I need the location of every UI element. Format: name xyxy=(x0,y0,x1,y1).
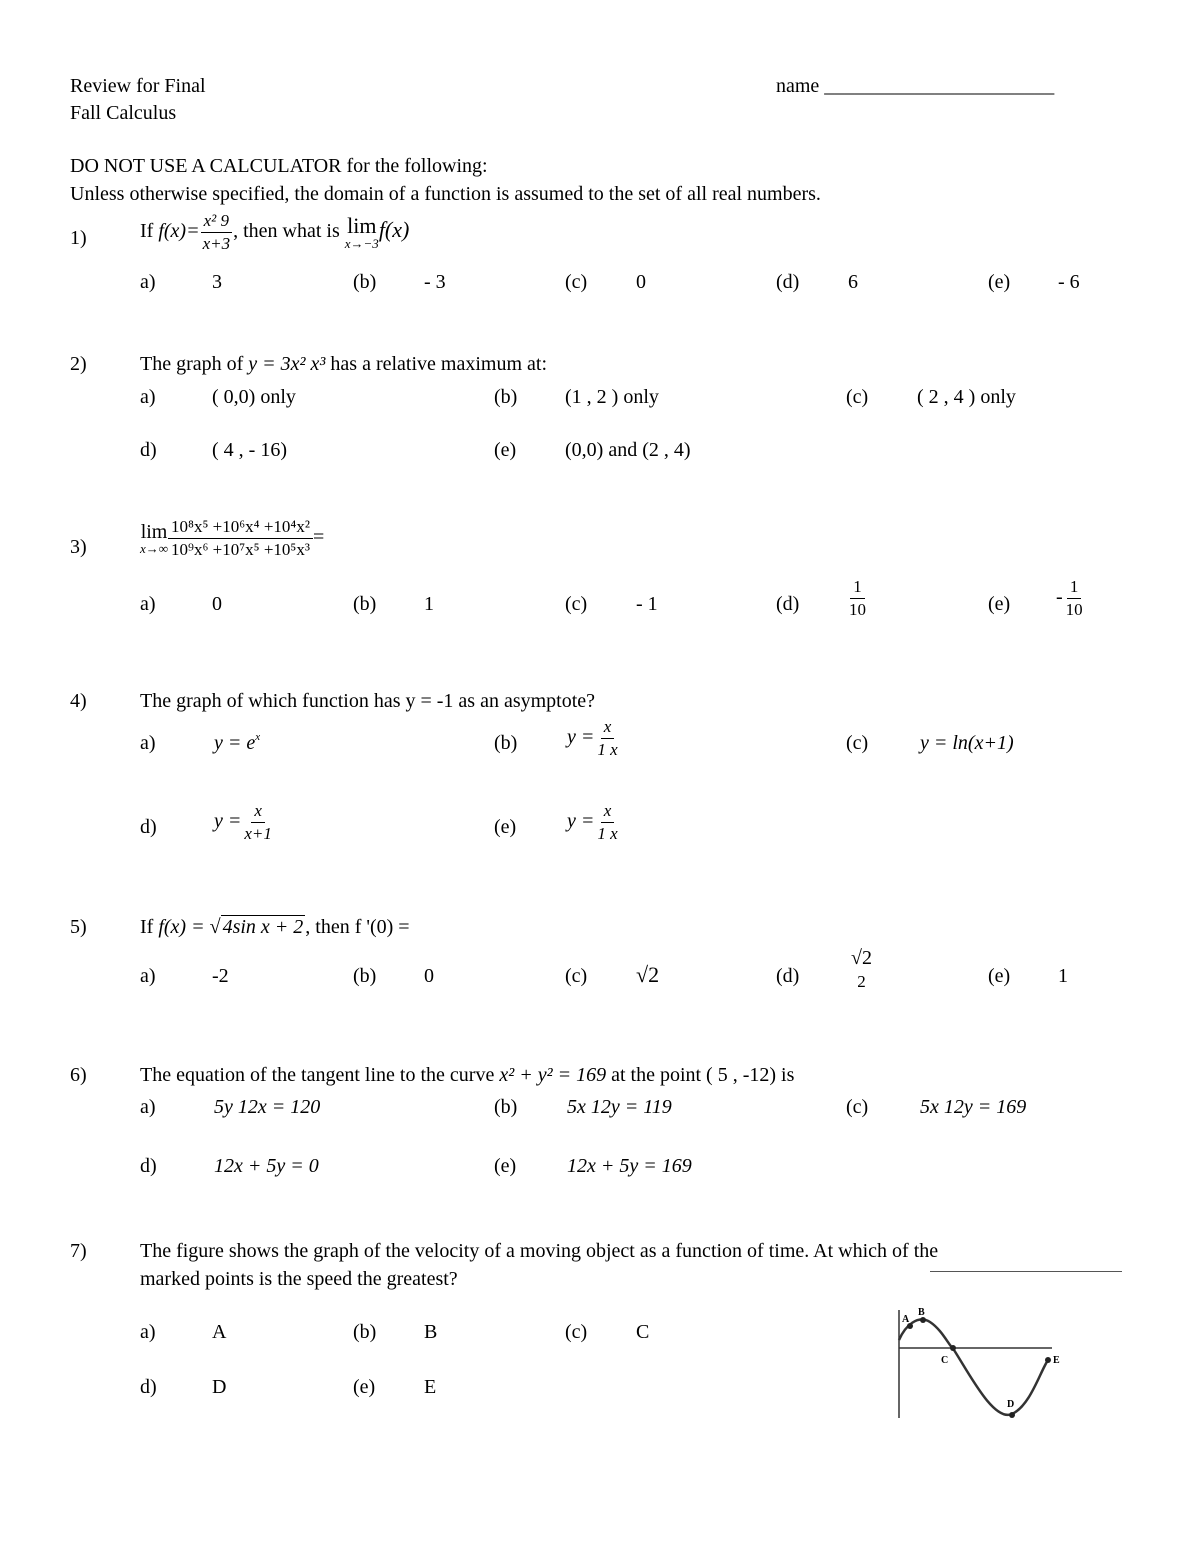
q6-opt-e-value: 12x + 5y = 169 xyxy=(567,1155,692,1177)
q3-opt-e-sign: - xyxy=(1056,585,1063,608)
q4-opt-a-value xyxy=(214,733,260,753)
q6-stem xyxy=(140,1065,794,1085)
q1-limit xyxy=(344,212,379,251)
q1-numerator: x² 9 xyxy=(201,212,232,233)
q6-opt-e-label[interactable]: (e) xyxy=(494,1155,517,1177)
q5-opt-b-label[interactable]: (b) xyxy=(353,965,377,987)
q6-number: 6) xyxy=(70,1064,87,1086)
q1-number: 1) xyxy=(70,227,87,249)
q1-f: f(x)= xyxy=(158,219,200,242)
q7-stem-line1: The figure shows the graph of the velocity of a moving object as a function of time. At which of the xyxy=(140,1240,939,1262)
q1-prefix: If xyxy=(140,219,154,242)
q7-opt-a-value: A xyxy=(212,1321,227,1343)
q1-opt-c-label[interactable]: (c) xyxy=(565,271,588,293)
q6-opt-b-value: 5x 12y = 119 xyxy=(567,1096,672,1118)
label-c: C xyxy=(941,1355,949,1366)
q3-fraction xyxy=(168,518,313,559)
q5-opt-c-value: √2 xyxy=(636,962,660,987)
q3-opt-b-value: 1 xyxy=(424,593,434,615)
point-c xyxy=(950,1345,956,1351)
q5-stem: If f(x) = √ 4sin x + 2 , then f '(0) = xyxy=(140,916,410,938)
q1-opt-c-value: 0 xyxy=(636,271,646,293)
q5-opt-a-value: -2 xyxy=(212,965,229,987)
q3-denominator: 10⁹x⁶ +10⁷x⁵ +10⁵x³ xyxy=(171,539,310,559)
q3-opt-a-label[interactable]: a) xyxy=(140,593,156,615)
q6-opt-b-label[interactable]: (b) xyxy=(494,1096,518,1118)
q4-opt-e-num: x xyxy=(601,802,615,823)
q1-lim-sub: x→−3 xyxy=(344,235,379,251)
q3-opt-c-label[interactable]: (c) xyxy=(565,593,588,615)
q3-numerator: 10⁸x⁵ +10⁶x⁴ +10⁴x² xyxy=(168,518,313,539)
q4-opt-d-num: x xyxy=(251,802,265,823)
q2-opt-d-value: ( 4 , - 16) xyxy=(212,439,287,461)
q4-opt-a-exponent: x xyxy=(255,731,261,743)
q2-expr: y = 3x² x³ xyxy=(248,353,326,375)
q7-opt-b-value: B xyxy=(424,1321,438,1343)
q4-opt-b-lhs: y = xyxy=(567,725,595,748)
q2-prefix: The graph of xyxy=(140,353,244,375)
q5-f: f(x) = xyxy=(158,916,205,938)
point-d xyxy=(1009,1412,1015,1418)
q3-equals: = xyxy=(312,525,325,548)
q6-opt-d-label[interactable]: d) xyxy=(140,1155,157,1177)
q2-opt-e-value: (0,0) and (2 , 4) xyxy=(565,439,691,461)
q3-opt-d-label[interactable]: (d) xyxy=(776,593,800,615)
q7-opt-e-value: E xyxy=(424,1376,437,1398)
velocity-graph xyxy=(890,1300,1070,1425)
q3-opt-a-value: 0 xyxy=(212,593,222,615)
q2-opt-e-label[interactable]: (e) xyxy=(494,439,517,461)
q7-opt-c-value: C xyxy=(636,1321,650,1343)
instruction-calculator: DO NOT USE A CALCULATOR for the following: xyxy=(70,155,488,177)
q3-opt-e-num: 1 xyxy=(1067,578,1082,599)
q5-prefix: If xyxy=(140,916,154,938)
q2-opt-a-value: ( 0,0) only xyxy=(212,386,296,408)
q2-opt-b-label[interactable]: (b) xyxy=(494,386,518,408)
q6-opt-d-value: 12x + 5y = 0 xyxy=(214,1155,319,1177)
q5-radicand: 4sin x + 2 xyxy=(222,916,304,938)
q2-opt-b-value: (1 , 2 ) only xyxy=(565,386,659,408)
q3-opt-d-num: 1 xyxy=(850,578,865,599)
q3-opt-c-value: - 1 xyxy=(636,593,658,615)
point-e xyxy=(1045,1357,1051,1363)
label-b: B xyxy=(918,1307,925,1318)
q5-opt-d-den: 2 xyxy=(857,972,866,991)
q6-opt-c-label[interactable]: (c) xyxy=(846,1096,869,1118)
q3-number: 3) xyxy=(70,536,87,558)
q4-opt-d-lhs: y = xyxy=(214,809,242,832)
q5-opt-d-num: √2 xyxy=(851,947,872,969)
q5-suffix: , then f '(0) = xyxy=(305,916,410,938)
q1-mid: , then what is xyxy=(233,219,340,242)
velocity-curve xyxy=(899,1319,1048,1414)
q1-stem xyxy=(140,212,409,253)
q1-opt-a-label[interactable]: a) xyxy=(140,271,156,293)
q3-limit xyxy=(140,522,168,555)
q1-opt-b-value: - 3 xyxy=(424,271,446,293)
q4-number: 4) xyxy=(70,690,87,712)
q1-opt-a-value: 3 xyxy=(212,271,222,293)
q4-opt-a-expr: y = e xyxy=(214,732,256,754)
q4-opt-b-label[interactable]: (b) xyxy=(494,732,518,754)
q4-opt-e-den: 1 x xyxy=(597,823,618,843)
q6-prefix: The equation of the tangent line to the curve xyxy=(140,1064,495,1086)
q4-opt-d-value xyxy=(214,802,275,843)
divider-line xyxy=(930,1271,1122,1272)
q2-opt-d-label[interactable]: d) xyxy=(140,439,157,461)
q1-opt-e-label[interactable]: (e) xyxy=(988,271,1011,293)
label-e: E xyxy=(1053,1355,1060,1366)
q4-opt-e-label[interactable]: (e) xyxy=(494,816,517,838)
q2-stem xyxy=(140,354,547,374)
q2-opt-a-label[interactable]: a) xyxy=(140,386,156,408)
q4-opt-d-den: x+1 xyxy=(244,823,272,843)
q7-opt-d-label[interactable]: d) xyxy=(140,1376,157,1398)
q5-opt-e-value: 1 xyxy=(1058,965,1068,987)
q5-opt-a-label[interactable]: a) xyxy=(140,965,156,987)
q5-opt-c-label[interactable]: (c) xyxy=(565,965,588,987)
q1-opt-e-value: - 6 xyxy=(1058,271,1080,293)
q3-opt-d-den: 10 xyxy=(849,599,866,619)
q7-opt-a-label[interactable]: a) xyxy=(140,1321,156,1343)
q2-opt-c-label[interactable]: (c) xyxy=(846,386,869,408)
name-field[interactable]: name _______________________ xyxy=(776,75,1055,97)
q4-opt-c-label[interactable]: (c) xyxy=(846,732,869,754)
q2-opt-c-value: ( 2 , 4 ) only xyxy=(917,386,1016,408)
q1-lim-word: lim xyxy=(347,212,377,238)
q1-opt-b-label[interactable]: (b) xyxy=(353,271,377,293)
q6-suffix: at the point ( 5 , -12) is xyxy=(611,1064,795,1086)
doc-subtitle: Fall Calculus xyxy=(70,102,177,124)
q6-expr: x² + y² = 169 xyxy=(499,1064,607,1086)
q3-stem xyxy=(140,518,324,559)
q1-opt-d-label[interactable]: (d) xyxy=(776,271,800,293)
q2-number: 2) xyxy=(70,353,87,375)
q3-opt-e-label[interactable]: (e) xyxy=(988,593,1011,615)
q5-opt-d-label[interactable]: (d) xyxy=(776,965,800,987)
q7-opt-c-label[interactable]: (c) xyxy=(565,1321,588,1343)
q4-opt-b-num: x xyxy=(601,718,615,739)
q5-number: 5) xyxy=(70,916,87,938)
q7-stem-line2: marked points is the speed the greatest? xyxy=(140,1268,458,1290)
q7-opt-d-value: D xyxy=(212,1376,227,1398)
q5-opt-e-label[interactable]: (e) xyxy=(988,965,1011,987)
q5-opt-b-value: 0 xyxy=(424,965,434,987)
q6-opt-a-value: 5y 12x = 120 xyxy=(214,1096,321,1118)
q2-suffix: has a relative maximum at: xyxy=(330,353,548,375)
q1-fraction xyxy=(200,212,234,253)
q3-opt-e-value xyxy=(1056,578,1086,619)
q3-lim-sub: x→∞ xyxy=(140,540,169,556)
label-d: D xyxy=(1007,1399,1015,1410)
q7-opt-b-label[interactable]: (b) xyxy=(353,1321,377,1343)
instruction-domain: Unless otherwise specified, the domain of a function is assumed to the set of all real numbers. xyxy=(70,183,821,205)
q4-stem: The graph of which function has y = -1 as an asymptote? xyxy=(140,690,596,712)
q3-lim-word: lim xyxy=(140,520,168,543)
q4-opt-a-label[interactable]: a) xyxy=(140,732,156,754)
q1-opt-d-value: 6 xyxy=(848,271,858,293)
q4-opt-b-value xyxy=(567,718,621,759)
q3-opt-d-value xyxy=(846,578,869,619)
q7-number: 7) xyxy=(70,1240,87,1262)
q6-opt-a-label[interactable]: a) xyxy=(140,1096,156,1118)
q4-opt-e-lhs: y = xyxy=(567,809,595,832)
q1-denominator: x+3 xyxy=(202,233,231,253)
q5-opt-d-value xyxy=(848,948,875,991)
q7-opt-e-label[interactable]: (e) xyxy=(353,1376,376,1398)
doc-title: Review for Final xyxy=(70,75,206,97)
q4-opt-d-label[interactable]: d) xyxy=(140,816,157,838)
q4-opt-b-den: 1 x xyxy=(597,739,618,759)
q4-opt-c-value: y = ln(x+1) xyxy=(920,732,1014,754)
q3-opt-b-label[interactable]: (b) xyxy=(353,593,377,615)
q4-opt-e-value xyxy=(567,802,621,843)
q1-fx: f(x) xyxy=(378,216,410,242)
q3-opt-e-den: 10 xyxy=(1065,599,1083,619)
q6-opt-c-value: 5x 12y = 169 xyxy=(920,1096,1027,1118)
label-a: A xyxy=(902,1314,910,1325)
